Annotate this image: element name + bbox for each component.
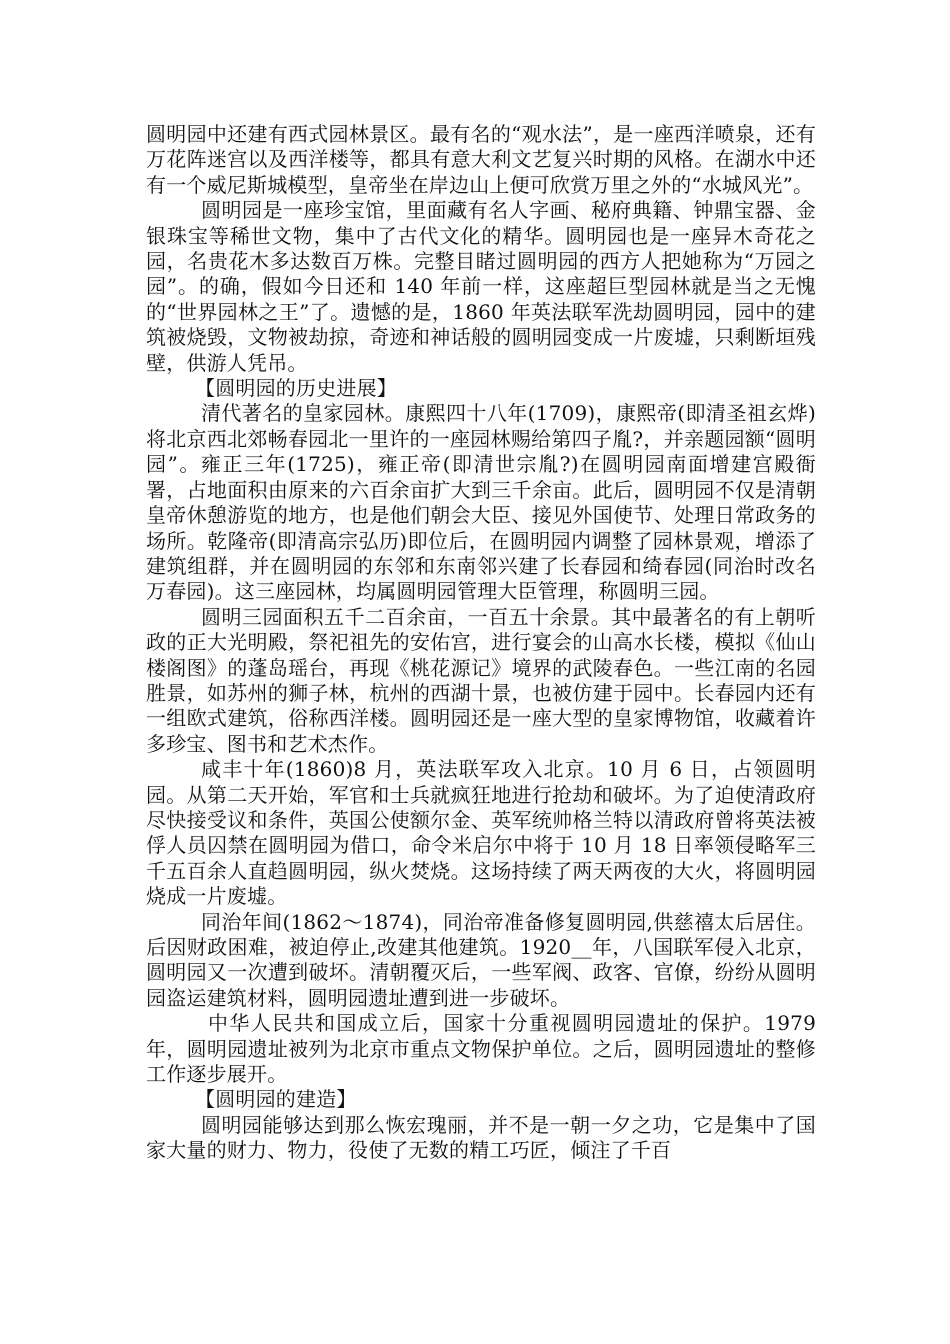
section-heading-construction: 【圆明园的建造】 [195,1087,357,1112]
paragraph-prc-protection: 中华人民共和国成立后，国家十分重视圆明园遗址的保护。1979 年，圆明园遗址被列为北京市重点文物保护单位。之后，圆明园遗址的整修工作逐步展开。 [146,1011,816,1087]
paragraph-1860-invasion: 咸丰十年(1860)8 月，英法联军攻入北京。10 月 6 日，占领圆明园。从第二天开始，军官和士兵就疯狂地进行抢劫和破坏。为了迫使清政府尽快接受议和条件，英国公使额尔金、英军统帅格兰特以清政府曾将英法被俘人员囚禁在圆明园为借口，命令米启尔中将于 10 月 18 日率领侵略军三千五百余人直趋圆明园，纵火焚烧。这场持续了两天两夜的大火，将圆明园烧成一片废墟。 [146,757,816,909]
paragraph-treasure-hall: 圆明园是一座珍宝馆，里面藏有名人字画、秘府典籍、钟鼎宝器、金银珠宝等稀世文物，集中了古代文化的精华。圆明园也是一座异木奇花之园，名贵花木多达数百万株。完整目睹过圆明园的西方人把她称为“万园之园”。的确，假如今日还和 140 年前一样，这座超巨型园林就是当之无愧的“世界园林之王”了。遗憾的是，1860 年英法联军洗劫圆明园，园中的建筑被烧毁，文物被劫掠，奇迹和神话般的圆明园变成一片废墟，只剩断垣残壁，供游人凭吊。 [146,198,816,375]
section-heading-history: 【圆明园的历史进展】 [195,376,397,401]
paragraph-qing-royal-garden: 清代著名的皇家园林。康熙四十八年(1709)，康熙帝(即清圣祖玄烨)将北京西北郊畅春园北一里许的一座园林赐给第四子胤?，并亲题园额“圆明园”。雍正三年(1725)，雍正帝(即清世宗胤?)在圆明园南面增建宫殿衙署，占地面积由原来的六百余亩扩大到三千余亩。此后，圆明园不仅是清朝皇帝休憩游览的地方，也是他们朝会大臣、接见外国使节、处理日常政务的场所。乾隆帝(即清高宗弘历)即位后，在圆明园内调整了园林景观，增添了建筑组群，并在圆明园的东邻和东南邻兴建了长春园和绮春园(同治时改名万春园)。这三座园林，均属圆明园管理大臣管理，称圆明三园。 [146,401,816,604]
paragraph-construction: 圆明园能够达到那么恢宏瑰丽，并不是一朝一夕之功，它是集中了国家大量的财力、物力，役使了无数的精工巧匠，倾注了千百 [146,1112,816,1163]
paragraph-tongzhi-restoration: 同治年间(1862～1874)，同治帝准备修复圆明园,供慈禧太后居住。后因财政困难，被迫停止,改建其他建筑。1920__年，八国联军侵入北京，圆明园又一次遭到破坏。清朝覆灭后，一些军阀、政客、官僚，纷纷从圆明园盗运建筑材料，圆明园遗址遭到进一步破坏。 [146,909,816,1010]
paragraph-western-gardens: 圆明园中还建有西式园林景区。最有名的“观水法”，是一座西洋喷泉，还有万花阵迷宫以及西洋楼等，都具有意大利文艺复兴时期的风格。在湖水中还有一个威尼斯城模型，皇帝坐在岸边山上便可欣赏万里之外的“水城风光”。 [146,122,816,197]
document-body [146,122,816,1164]
paragraph-three-gardens: 圆明三园面积五千二百余亩，一百五十余景。其中最著名的有上朝听政的正大光明殿，祭祀祖先的安佑宫，进行宴会的山高水长楼，模拟《仙山楼阁图》的蓬岛瑶台，再现《桃花源记》境界的武陵春色。一些江南的名园胜景，如苏州的狮子林，杭州的西湖十景，也被仿建于园中。长春园内还有一组欧式建筑，俗称西洋楼。圆明园还是一座大型的皇家博物馆，收藏着许多珍宝、图书和艺术杰作。 [146,604,816,756]
